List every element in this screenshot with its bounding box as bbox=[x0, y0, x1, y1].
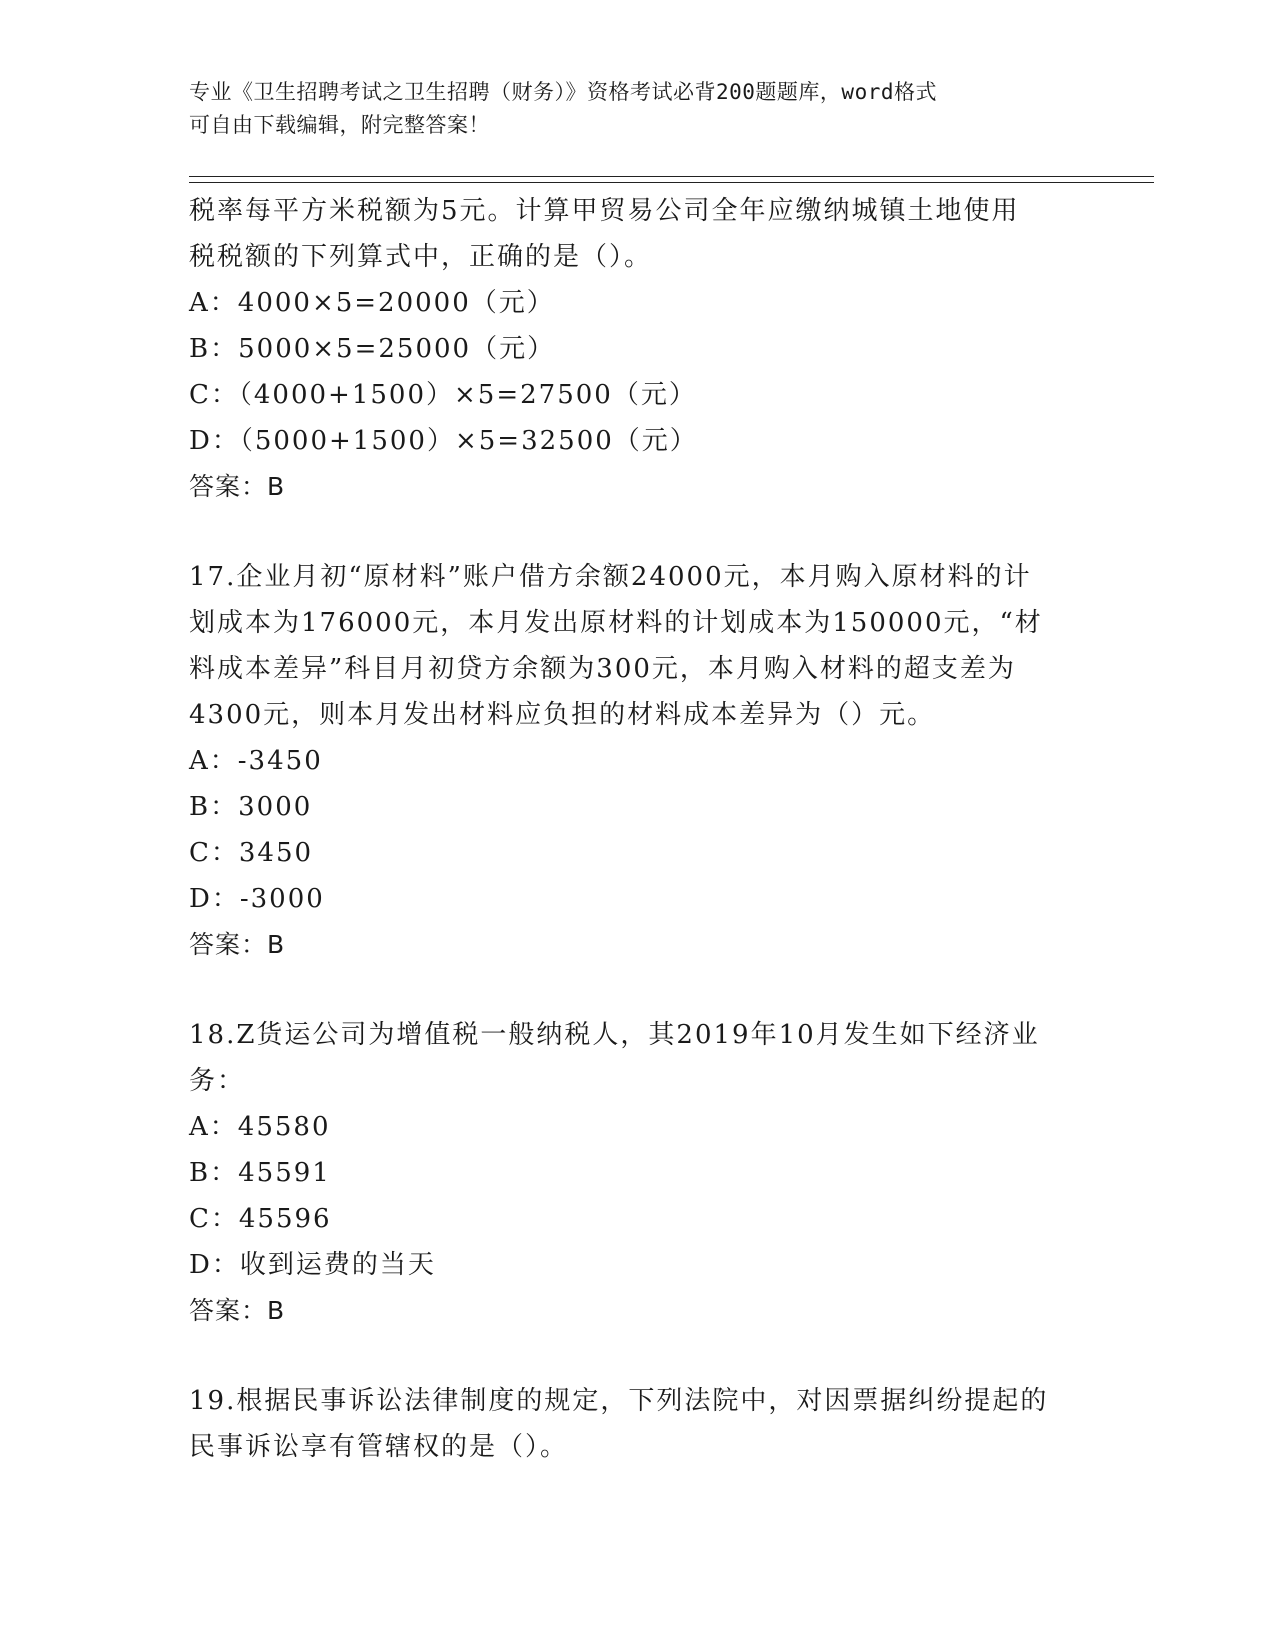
option-b: B：5000×5=25000（元） bbox=[189, 334, 556, 364]
question-text-line: 划成本为176000元，本月发出原材料的计划成本为150000元，“材 bbox=[189, 608, 1043, 638]
question-text-line: 民事诉讼享有管辖权的是（）。 bbox=[189, 1432, 569, 1462]
header-line-1: 专业《卫生招聘考试之卫生招聘（财务）》资格考试必背200题题库，word格式 bbox=[189, 80, 937, 104]
option-a: A：4000×5=20000（元） bbox=[189, 288, 555, 318]
question-text-line: 务： bbox=[189, 1066, 246, 1096]
header-line-2: 可自由下载编辑，附完整答案！ bbox=[189, 113, 490, 137]
question-16 bbox=[189, 188, 1089, 510]
option-c: C：3450 bbox=[189, 838, 314, 868]
document-header bbox=[189, 76, 1089, 142]
header-divider bbox=[189, 176, 1154, 183]
question-text-line: 税率每平方米税额为5元。计算甲贸易公司全年应缴纳城镇土地使用 bbox=[189, 196, 1020, 226]
option-a: A：-3450 bbox=[189, 746, 323, 776]
question-text-line: 料成本差异”科目月初贷方余额为300元，本月购入材料的超支差为 bbox=[189, 654, 1016, 684]
answer-line: 答案：B bbox=[189, 472, 286, 501]
question-19 bbox=[189, 1378, 1089, 1470]
option-c: C：45596 bbox=[189, 1204, 332, 1234]
option-d: D：收到运费的当天 bbox=[189, 1250, 436, 1280]
option-b: B：3000 bbox=[189, 792, 313, 822]
question-18 bbox=[189, 1012, 1089, 1334]
question-text-line: 19.根据民事诉讼法律制度的规定，下列法院中，对因票据纠纷提起的 bbox=[189, 1386, 1049, 1416]
document-body bbox=[189, 188, 1089, 1470]
option-a: A：45580 bbox=[189, 1112, 331, 1142]
option-c: C：（4000+1500）×5=27500（元） bbox=[189, 380, 697, 410]
question-17 bbox=[189, 554, 1089, 968]
option-b: B：45591 bbox=[189, 1158, 331, 1188]
answer-line: 答案：B bbox=[189, 930, 286, 959]
option-d: D：（5000+1500）×5=32500（元） bbox=[189, 426, 698, 456]
question-text-line: 18.Z货运公司为增值税一般纳税人，其2019年10月发生如下经济业 bbox=[189, 1020, 1040, 1050]
question-text-line: 4300元，则本月发出材料应负担的材料成本差异为（）元。 bbox=[189, 700, 936, 730]
option-d: D：-3000 bbox=[189, 884, 325, 914]
question-text-line: 税税额的下列算式中，正确的是（）。 bbox=[189, 242, 653, 272]
answer-line: 答案：B bbox=[189, 1296, 286, 1325]
question-text-line: 17.企业月初“原材料”账户借方余额24000元，本月购入原材料的计 bbox=[189, 562, 1032, 592]
